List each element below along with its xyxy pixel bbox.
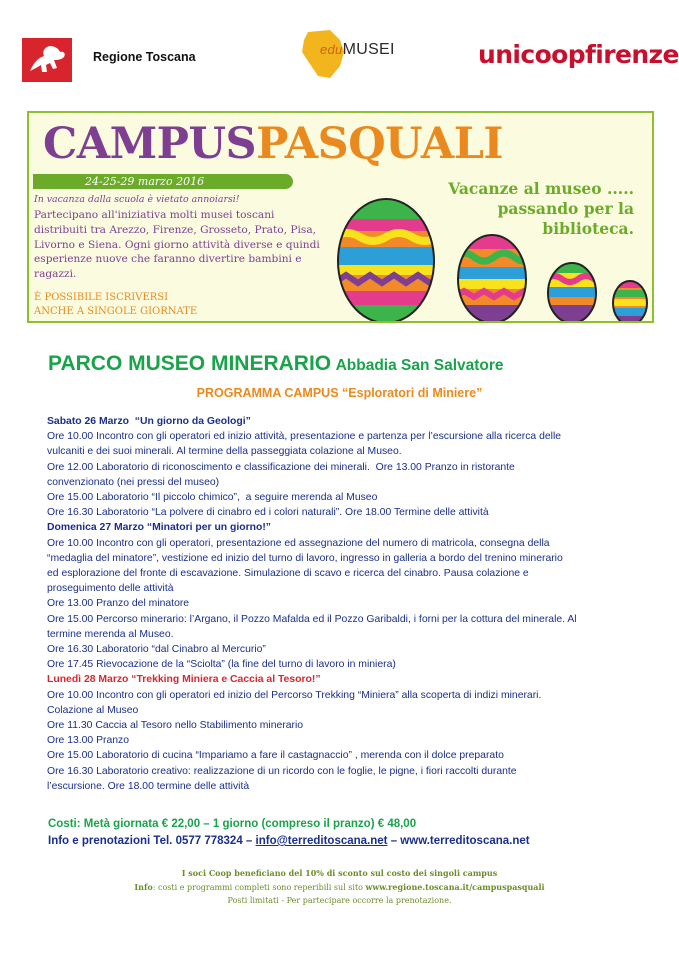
schedule-line: Ore 16.30 Laboratorio “La polvere di cinabro ed i colori naturali”. Ore 18.00 Termine delle attività — [47, 507, 489, 519]
banner-slogan: Vacanze al museo ..... passando per la biblioteca. — [448, 179, 634, 238]
program-schedule — [47, 414, 647, 794]
egg-large-icon — [334, 197, 442, 323]
schedule-line: vulcaniti e dei suoi minerali. Al termine della passeggiata colazione al Museo. — [47, 446, 402, 458]
schedule-line: Ore 12.00 Laboratorio di riconoscimento e classificazione dei minerali. Ore 13.00 Pranzo in ristorante — [47, 461, 515, 473]
day-title-monday: Lunedì 28 Marzo “Trekking Miniera e Caccia al Tesoro!” — [47, 674, 321, 686]
costs-line: Costi: Metà giornata € 22,00 – 1 giorno (compreso il pranzo) € 48,00 — [48, 818, 417, 830]
museum-heading — [48, 352, 504, 376]
banner-title: CAMPUSPASQUALI — [43, 119, 504, 169]
footer-website-link[interactable]: www.regione.toscana.it/campuspasquali — [365, 881, 545, 892]
schedule-line: Ore 11.30 Caccia al Tesoro nello Stabilimento minerario — [47, 720, 304, 732]
museum-name: PARCO MUSEO MINERARIO — [48, 352, 332, 375]
schedule-line: Ore 16.30 Laboratorio creativo: realizzazione di un ricordo con le foglie, le pigne, i fiori raccolti durante — [47, 765, 517, 777]
schedule-line: l’escursione. Ore 18.00 termine delle attività — [47, 780, 250, 792]
campus-banner — [27, 111, 654, 323]
regione-toscana-label: Regione Toscana — [93, 50, 196, 64]
logo-bar — [0, 0, 679, 100]
egg-medium-icon — [454, 233, 534, 323]
footer-discount: I soci Coop beneficiano del 10% di sconto sul costo dei singoli campus — [181, 868, 498, 878]
schedule-line: convenzionato (nei pressi del museo) — [47, 476, 220, 488]
unicoop-firenze-logo: unicoopfirenze — [478, 40, 679, 69]
schedule-line: Ore 15.00 Percorso minerario: l’Argano, il Pozzo Mafalda ed il Pozzo Garibaldi, i forni per la cottura del minerale. Al — [47, 613, 577, 625]
banner-tagline: In vacanza dalla scuola è vietato annoiarsi! — [34, 194, 240, 205]
schedule-line: ed esplorazione del fronte di escavazione. Simulazione di scavo e ricerca del cinabro. Pausa colazione e — [47, 568, 529, 580]
info-line: Info e prenotazioni Tel. 0577 778324 – info@terreditoscana.net – www.terreditoscana.net — [48, 835, 530, 847]
program-title: PROGRAMMA CAMPUS “Esploratori di Miniere” — [196, 386, 483, 400]
schedule-line: proseguimento delle attività — [47, 583, 174, 595]
edumusei-logo-text: eduMUSEI — [320, 41, 395, 58]
schedule-line: Ore 10.00 Incontro con gli operatori ed inizio attività, presentazione e partenza per l’escursione alla ricerca delle — [47, 431, 562, 443]
footer-notes — [0, 867, 679, 908]
schedule-line: Colazione al Museo — [47, 704, 139, 716]
banner-registration-note: È POSSIBILE ISCRIVERSI ANCHE A SINGOLE GIORNATE — [34, 292, 198, 317]
schedule-line: “medaglia del minatore”, vestizione ed inizio del turno di lavoro, ingresso in galleria a bordo del trenino minerario — [47, 552, 563, 564]
day-title-sunday: Domenica 27 Marzo “Minatori per un giorno!” — [47, 522, 271, 534]
schedule-line: Ore 15.00 Laboratorio di cucina “Impariamo a fare il castagnaccio” , merenda con il dolce preparato — [47, 750, 504, 762]
schedule-line: Ore 13.00 Pranzo — [47, 735, 130, 747]
schedule-line: Ore 17.45 Rievocazione de la “Sciolta” (la fine del turno di lavoro in miniera) — [47, 659, 396, 671]
footer-info: Info: costi e programmi completi sono reperibili sul sito www.regione.toscana.it/campuspasquali — [134, 881, 545, 892]
footer-places: Posti limitati - Per partecipare occorre la prenotazione. — [227, 896, 452, 905]
banner-intro: Partecipano all'iniziativa molti musei toscani distribuiti tra Arezzo, Firenze, Grosseto, Prato, Pisa, Livorno e Siena. Ogni giorno attività diverse e quindi esperienze nuove che faranno divertire bambini e ragazzi. — [34, 209, 320, 281]
schedule-line: Ore 10.00 Incontro con gli operatori, presentazione ed assegnazione del numero di matricola, consegna della — [47, 537, 550, 549]
schedule-line: Ore 13.00 Pranzo del minatore — [47, 598, 190, 610]
schedule-line: Ore 16.30 Laboratorio “dal Cinabro al Mercurio” — [47, 644, 266, 656]
museum-location: Abbadia San Salvatore — [335, 357, 504, 374]
day-title-saturday: Sabato 26 Marzo “Un giorno da Geologi” — [47, 416, 251, 427]
schedule-line: Ore 15.00 Laboratorio “Il piccolo chimico”, a seguire merenda al Museo — [47, 492, 378, 504]
schedule-line: termine merenda al Museo. — [47, 628, 174, 640]
email-link[interactable]: info@terreditoscana.net — [255, 835, 388, 847]
easter-eggs-illustration — [314, 153, 654, 323]
banner-dates: 24-25-29 marzo 2016 — [85, 175, 205, 188]
schedule-line: Ore 10.00 Incontro con gli operatori ed inizio del Percorso Trekking “Miniera” alla scoperta di indizi minerari. — [47, 689, 542, 701]
regione-toscana-logo — [22, 38, 72, 82]
